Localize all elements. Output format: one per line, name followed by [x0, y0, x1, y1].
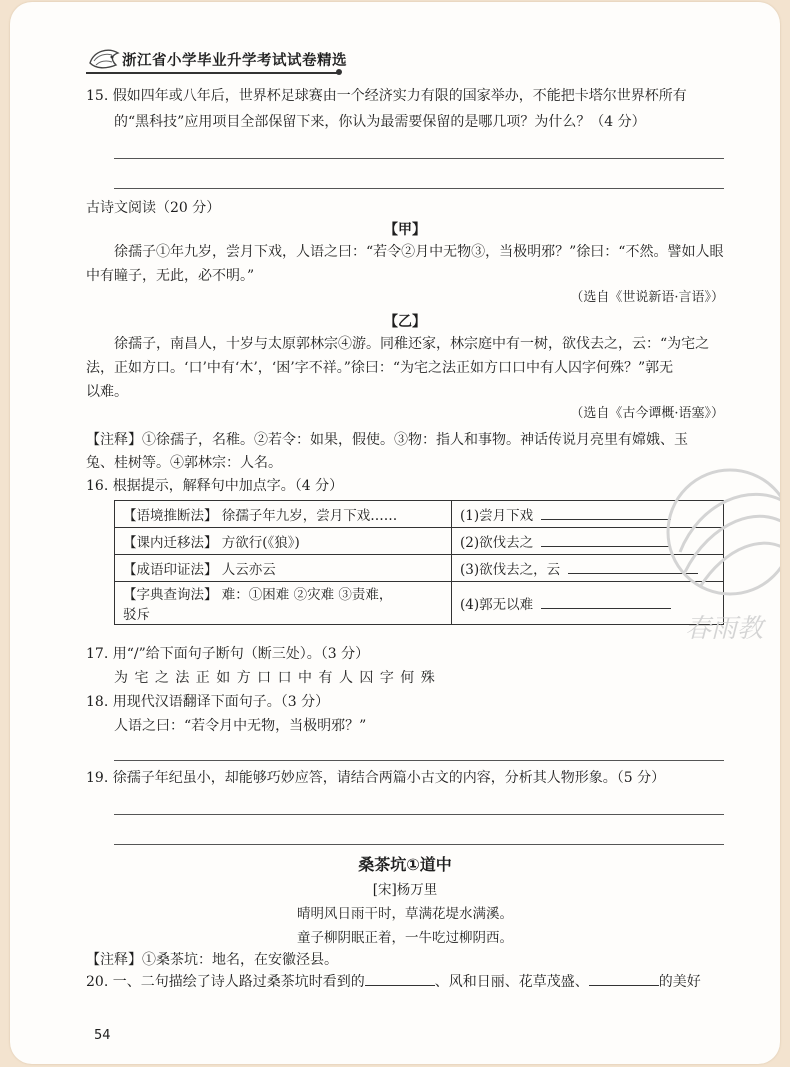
q16-row-3-method: 【成语印证法】 人云亦云: [115, 555, 452, 582]
q17-stem: 17. 用“/”给下面句子断句（断三处）。（3 分）: [86, 646, 370, 662]
q19-answer-line-2[interactable]: [114, 844, 724, 845]
passage-yi-label: 【乙】: [384, 314, 426, 330]
q20-part1: 20. 一、二句描绘了诗人路过桑茶坑时看到的: [86, 974, 365, 990]
q16-row-2-method: 【课内迁移法】 方欲行(《狼》): [115, 528, 452, 555]
q19-answer-line-1[interactable]: [114, 814, 724, 815]
q16-row-1-item: (1)尝月下戏: [460, 508, 534, 524]
poem-author: [宋]杨万里: [372, 882, 438, 898]
poem-note: 【注释】①桑茶坑：地名，在安徽泾县。: [86, 952, 338, 968]
q16-row-4: [115, 582, 724, 625]
q20-blank-1[interactable]: [365, 973, 435, 986]
header-rule-dot: [336, 69, 342, 75]
q20-blank-2[interactable]: [589, 973, 659, 986]
q16-row-4-item: (4)郭无以难: [460, 597, 534, 613]
passage-jia-line1: 徐孺子①年九岁，尝月下戏，人语之曰：“若令②月中无物③，当极明邪？”徐曰：“不然。譬如人眼: [114, 244, 724, 260]
page-number: 54: [94, 1028, 111, 1043]
q16-row-3-item: (3)欲伐去之，云: [460, 562, 561, 578]
fish-logo-icon: [86, 45, 122, 75]
q15-answer-line-2[interactable]: [114, 188, 724, 189]
poem-line-2: 童子柳阴眠正着，一牛吃过柳阴西。: [297, 930, 513, 946]
q16-row-3: [115, 555, 724, 582]
watermark-text: 春雨教: [685, 614, 764, 644]
exam-page: [10, 2, 780, 1064]
q16-row-4-method: [115, 582, 452, 625]
q20-text: [86, 972, 701, 992]
q16-row-1: [115, 501, 724, 528]
q20-part3: 的美好: [658, 974, 701, 990]
section-title: 古诗文阅读（20 分）: [86, 200, 221, 216]
q16-hint-table: [114, 500, 724, 625]
passage-yi-line2: 法，正如方口。‘口’中有‘木’，‘困’字不祥。”徐曰：“为宅之法正如方口口中有人囚字何殊？”郭无: [86, 360, 674, 376]
q16-row-1-method: 【语境推断法】 徐孺子年九岁，尝月下戏……: [115, 501, 452, 528]
q16-row-2: [115, 528, 724, 555]
q18-answer-line[interactable]: [114, 760, 724, 761]
notes-line2: 兔、桂树等。④郭林宗：人名。: [86, 455, 282, 471]
passage-yi-line3: 以难。: [86, 384, 128, 400]
q16-stem: 16. 根据提示，解释句中加点字。（4 分）: [86, 478, 344, 494]
passage-jia-line2: 中有瞳子，无此，必不明。”: [86, 268, 255, 284]
q15-answer-line-1[interactable]: [114, 158, 724, 159]
header-title: 浙江省小学毕业升学考试试卷精选: [122, 53, 347, 69]
header-rule: [86, 72, 340, 74]
passage-jia-label: 【甲】: [384, 222, 426, 238]
passage-yi-source: （选自《古今谭概·语塞》）: [570, 406, 724, 421]
q16-row-4-method-line2: 驳斥: [123, 607, 150, 623]
q18-sentence: 人语之曰：“若令月中无物，当极明邪？”: [114, 718, 367, 734]
q19-stem: 19. 徐孺子年纪虽小，却能够巧妙应答，请结合两篇小古文的内容，分析其人物形象。（5 分）: [86, 770, 666, 786]
q15-line2: 的“黑科技”应用项目全部保留下来，你认为最需要保留的是哪几项？为什么？（4 分）: [114, 114, 646, 130]
notes-line1: 【注释】①徐孺子，名稚。②若令：如果，假使。③物：指人和事物。神话传说月亮里有嫦娥、玉: [86, 432, 688, 448]
q16-row-2-item: (2)欲伐去之: [460, 535, 534, 551]
poem-line-1: 晴明风日雨干时，草满花堤水满溪。: [297, 906, 513, 922]
poem-title: 桑茶坑①道中: [358, 855, 452, 874]
watermark-logo-icon: [650, 462, 780, 652]
q20-part2: 、风和日丽、花草茂盛、: [434, 974, 589, 990]
passage-yi-line1: 徐孺子，南昌人，十岁与太原郭林宗④游。同稚还家，林宗庭中有一树，欲伐去之，云：“为宅之: [114, 336, 710, 352]
passage-jia-source: （选自《世说新语·言语》）: [570, 290, 724, 305]
q15-line1: 15. 假如四年或八年后，世界杯足球赛由一个经济实力有限的国家举办，不能把卡塔尔世界杯所有: [86, 88, 687, 104]
q17-sentence[interactable]: 为 宅 之 法 正 如 方 口 口 中 有 人 囚 字 何 殊: [114, 670, 436, 686]
q18-stem: 18. 用现代汉语翻译下面句子。（3 分）: [86, 694, 330, 710]
q16-row-4-method-line1: 【字典查询法】 难：①困难 ②灾难 ③责难，: [123, 587, 393, 603]
